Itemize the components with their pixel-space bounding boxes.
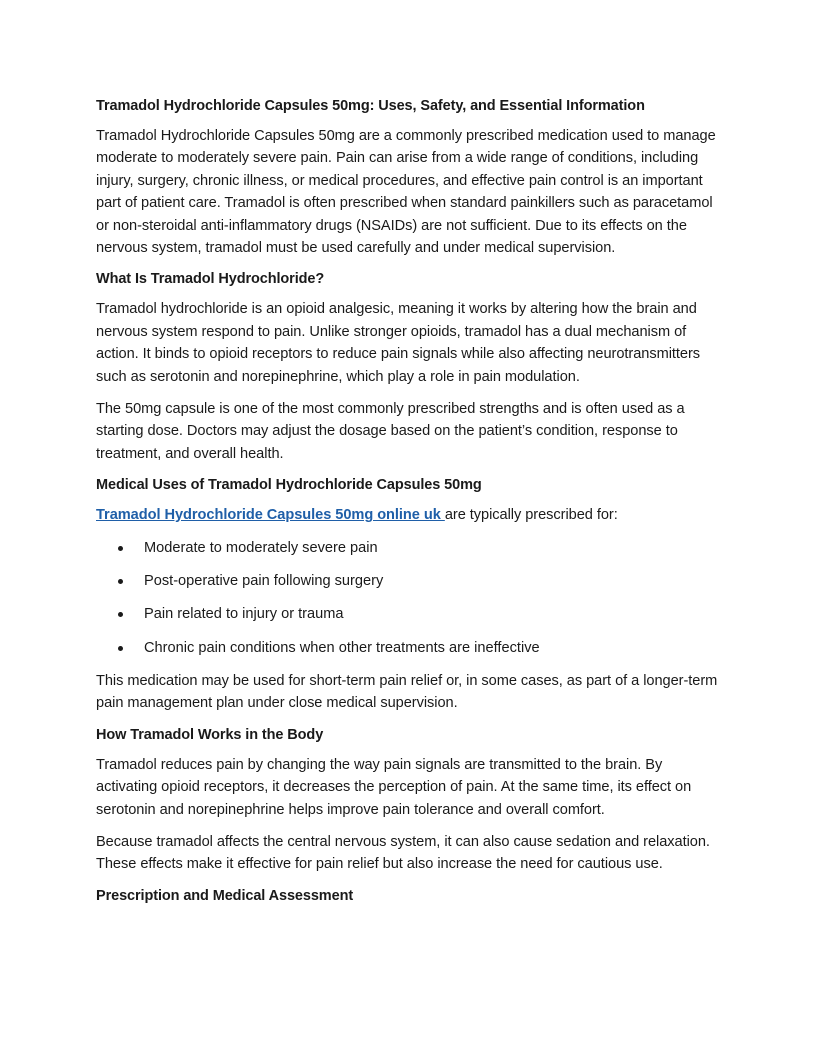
section-heading-prescription: Prescription and Medical Assessment — [96, 887, 354, 904]
what-is-paragraph-1: Tramadol hydrochloride is an opioid analgesic, meaning it works by altering how the brain and nervous system respond to pain. Unlike stronger opioids, tramadol has a dual mechanism of action. It binds to opioid receptors to reduce pain signals while also affecting neurotransmitters such as serotonin and norepinephrine, which play a role in pain modulation. — [96, 301, 701, 385]
list-item-text: Pain related to injury or trauma — [144, 606, 344, 623]
list-item — [96, 603, 720, 625]
intro-paragraph: Tramadol Hydrochloride Capsules 50mg are a commonly prescribed medication used to manage moderate to moderately severe pain. Pain can arise from a wide range of conditions, including injury, surgery, chronic illness, or medical procedures, and effective pain control is an important part of patient care. Tramadol is often prescribed when standard painkillers such as paracetamol or non-steroidal anti-inflammatory drugs (NSAIDs) are not sufficient. Due to its effects on the nervous system, tramadol must be used carefully and under medical supervision. — [96, 128, 716, 257]
bullet-icon — [118, 646, 123, 651]
uses-intro-paragraph — [96, 504, 720, 526]
bullet-icon — [118, 612, 123, 617]
what-is-paragraph-2: The 50mg capsule is one of the most commonly prescribed strengths and is often used as a starting dose. Doctors may adjust the dosage based on the patient’s condition, response to treatment, and overall health. — [96, 401, 685, 462]
how-paragraph-1: Tramadol reduces pain by changing the way pain signals are transmitted to the brain. By activating opioid receptors, it decreases the perception of pain. At the same time, its effect on serotonin and norepinephrine helps improve pain tolerance and overall comfort. — [96, 756, 692, 818]
section-heading-how-it-works: How Tramadol Works in the Body — [96, 726, 324, 743]
list-item — [96, 570, 720, 592]
uses-closing-paragraph: This medication may be used for short-term pain relief or, in some cases, as part of a longer-term pain management plan under close medical supervision. — [96, 672, 718, 712]
bullet-icon — [118, 579, 123, 584]
uses-bullet-list — [96, 537, 720, 659]
list-item — [96, 537, 720, 559]
list-item — [96, 637, 720, 659]
list-item-text: Chronic pain conditions when other treatments are ineffective — [144, 639, 540, 656]
how-paragraph-2: Because tramadol affects the central nervous system, it can also cause sedation and relaxation. These effects make it effective for pain relief but also increase the need for cautious use. — [96, 833, 710, 873]
tramadol-online-link[interactable]: Tramadol Hydrochloride Capsules 50mg online uk — [96, 507, 445, 524]
section-heading-what-is: What Is Tramadol Hydrochloride? — [96, 271, 325, 288]
document-title: Tramadol Hydrochloride Capsules 50mg: Uses, Safety, and Essential Information — [96, 98, 645, 114]
uses-intro-text: are typically prescribed for: — [444, 507, 618, 524]
section-heading-medical-uses: Medical Uses of Tramadol Hydrochloride Capsules 50mg — [96, 477, 482, 494]
list-item-text: Post-operative pain following surgery — [144, 572, 384, 589]
bullet-icon — [118, 546, 123, 551]
list-item-text: Moderate to moderately severe pain — [144, 539, 378, 556]
